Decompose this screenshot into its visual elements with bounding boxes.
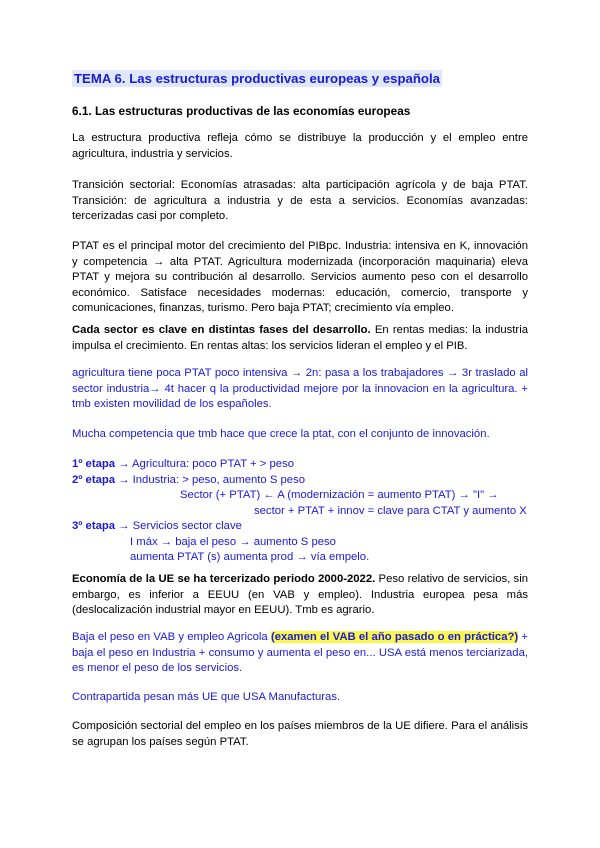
paragraph-eu-text: Peso relativo de servicios, sin embargo, es inferior a EEUU (en VAB y empleo). Industria europea pesa más (deslocalización industrial mayor en EEUU). Tmb es agrario. <box>72 573 528 616</box>
stage-3 <box>72 519 528 535</box>
stage-2-label: 2º etapa <box>72 473 116 486</box>
note-vab-pre: Baja el peso en VAB y empleo Agricola <box>72 631 271 643</box>
stage-3-text: → Servicios sector clave <box>115 520 242 532</box>
paragraph-ptat: PTAT es el principal motor del crecimiento del PIBpc. Industria: intensiva en K, innovación y competencia → alta PTAT. Agricultura modernizada (incorporación maquinaria) eleva PTAT y mejora su contribución al desarrollo. Servicios aumento peso con el desarrollo económico. Satisface necesidades modernas: educación, comercio, transporte y comunicaciones, finanzas, turismo. Pero baja PTAT; crecimiento vía empleo. <box>72 240 528 314</box>
stage-2-detail-1: Sector (+ PTAT) ← A (modernización = aumento PTAT) → "I" → <box>180 489 499 501</box>
stage-2-text: → Industria: > peso, aumento S peso <box>115 473 306 486</box>
stage-3-detail-1: I máx → baja el peso → aumento S peso <box>130 535 336 548</box>
note-competition: Mucha competencia que tmb hace que crece la ptat, con el conjunto de innovación. <box>72 428 490 440</box>
stage-1-label: 1º etapa <box>72 458 116 470</box>
stage-1 <box>72 457 528 473</box>
paragraph-eu-economy <box>72 572 528 619</box>
paragraph-transition: Transición sectorial: Economías atrasadas: alta participación agrícola y de baja PTAT. Transición: de agricultura a industria y de esta a servicios. Economías avanzadas: tercerizadas casi por completo. <box>72 179 528 222</box>
stage-1-text: → Agricultura: poco PTAT + > peso <box>115 458 295 470</box>
stage-3-detail-2: aumenta PTAT (s) aumenta prod → vía empelo. <box>130 551 370 563</box>
stage-2 <box>72 473 528 489</box>
section-heading: 6.1. Las estructuras productivas de las economías europeas <box>72 104 411 118</box>
note-manufacturing: Contrapartida pesan más UE que USA Manufacturas. <box>72 691 341 703</box>
note-agriculture: agricultura tiene poca PTAT poco intensiva → 2n: pasa a los trabajadores → 3r traslado al sector industria→ 4t hacer q la productividad mejore por la innovacion en la agricultura. + tmb existen movilidad de los españoles. <box>72 367 528 410</box>
stage-3-label: 3º etapa <box>72 520 116 532</box>
note-vab-post: + baja el peso en Industria + consumo y aumenta el peso en... USA está menos terciarizada, es menor el peso de los servicios. <box>72 631 528 674</box>
page-title: TEMA 6. Las estructuras productivas europeas y española <box>74 71 440 86</box>
paragraph-structure: La estructura productiva refleja cómo se distribuye la producción y el empleo entre agricultura, industria y servicios. <box>72 132 528 160</box>
stages-list <box>72 457 528 566</box>
paragraph-sectors <box>72 323 528 354</box>
note-vab <box>72 630 528 677</box>
paragraph-employment: Composición sectorial del empleo en los países miembros de la UE difiere. Para el análisis se agrupan los países según PTAT. <box>72 720 528 748</box>
paragraph-eu-bold: Economía de la UE se ha tercerizado periodo 2000-2022. <box>72 573 376 585</box>
paragraph-sectors-bold: Cada sector es clave en distintas fases del desarrollo. <box>72 324 371 336</box>
paragraph-sectors-text: En rentas medias: la industria impulsa el crecimiento. En rentas altas: los servicios lideran el empleo y el PIB. <box>72 324 528 352</box>
stage-2-detail-2: sector + PTAT + innov = clave para CTAT y aumento X <box>254 504 527 517</box>
note-vab-highlight: (examen el VAB el año pasado o en práctica?) <box>270 631 519 643</box>
